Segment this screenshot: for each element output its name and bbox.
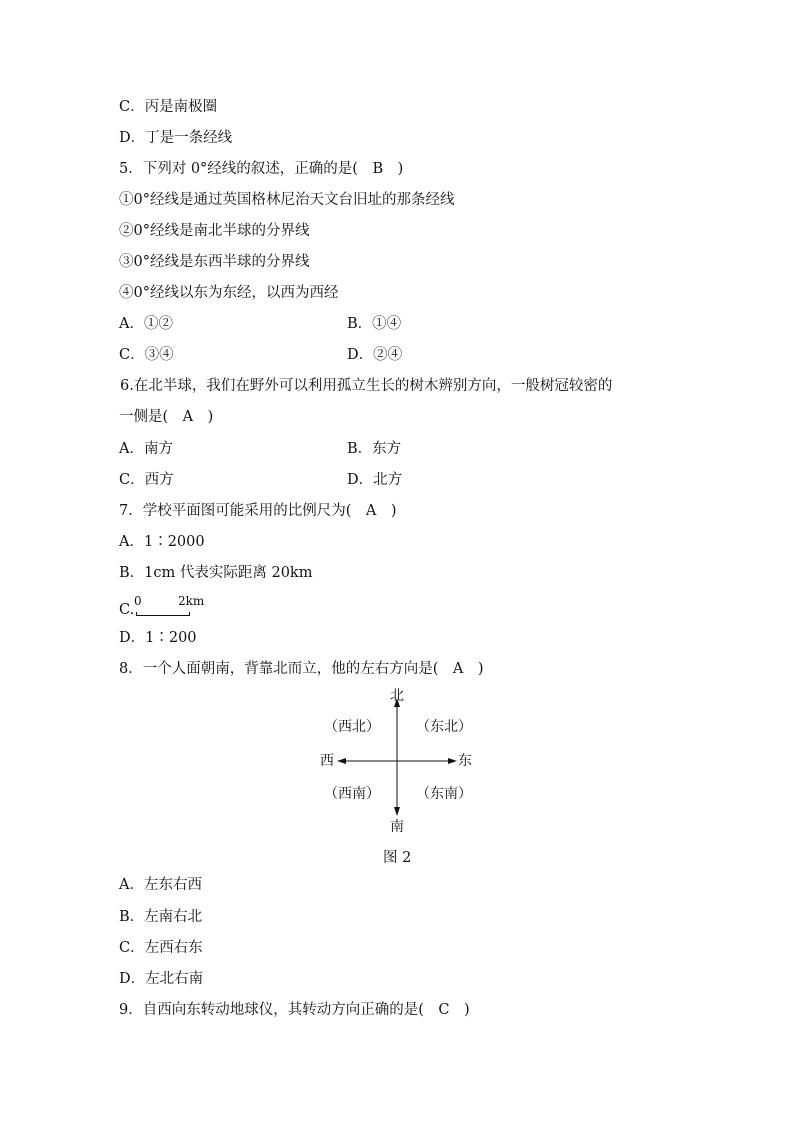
option-c-q8: C．左西右东	[119, 940, 203, 956]
statement-4: ④0°经线以东为东经，以西为西经	[119, 285, 339, 301]
scale-bar-option	[119, 594, 239, 622]
question-8: 8．一个人面朝南，背靠北而立，他的左右方向是( A )	[119, 661, 484, 677]
compass-diagram	[310, 688, 486, 838]
south-label: 南	[390, 819, 404, 835]
option-d-q7: D．1∶200	[119, 630, 197, 646]
question-7: 7．学校平面图可能采用的比例尺为( A )	[119, 503, 397, 519]
southeast-label: （东南）	[416, 786, 472, 802]
north-label: 北	[390, 688, 404, 704]
option-c-q5: C．③④	[119, 347, 174, 363]
option-d-q6: D．北方	[347, 472, 403, 488]
question-6: 6.在北半球，我们在野外可以利用孤立生长的树木辨别方向，一般树冠较密的	[120, 378, 613, 394]
statement-2: ②0°经线是南北半球的分界线	[119, 223, 310, 239]
scale-option-letter: C.	[119, 602, 135, 618]
scale-zero-label: 0	[134, 594, 142, 608]
scale-bar	[136, 612, 190, 616]
option-c-q4: C．丙是南极圈	[119, 99, 218, 115]
option-b-q7: B．1cm 代表实际距离 20km	[119, 565, 313, 581]
option-c-q6: C．西方	[119, 472, 174, 488]
scale-distance-label: 2km	[178, 594, 205, 608]
statement-3: ③0°经线是东西半球的分界线	[119, 254, 310, 270]
option-a-q7: A．1∶2000	[119, 534, 205, 550]
option-b-q8: B．左南右北	[119, 909, 203, 925]
east-label: 东	[458, 753, 472, 769]
option-d-q5: D．②④	[347, 347, 403, 363]
northwest-label: （西北）	[324, 719, 380, 735]
question-6-cont: 一侧是( A )	[119, 409, 214, 425]
southwest-label: （西南）	[324, 786, 380, 802]
question-9: 9．自西向东转动地球仪，其转动方向正确的是( C )	[119, 1002, 470, 1018]
figure-caption: 图 2	[383, 850, 412, 866]
option-b-q6: B．东方	[347, 441, 402, 457]
option-d-q4: D．丁是一条经线	[119, 130, 233, 146]
option-a-q6: A．南方	[119, 441, 173, 457]
option-b-q5: B．①④	[347, 316, 402, 332]
northeast-label: （东北）	[416, 719, 472, 735]
option-d-q8: D．左北右南	[119, 971, 204, 987]
west-label: 西	[320, 753, 334, 769]
question-5: 5．下列对 0°经线的叙述，正确的是( B )	[119, 161, 404, 177]
option-a-q8: A．左东右西	[119, 877, 202, 893]
statement-1: ①0°经线是通过英国格林尼治天文台旧址的那条经线	[119, 192, 455, 208]
option-a-q5: A．①②	[119, 316, 173, 332]
